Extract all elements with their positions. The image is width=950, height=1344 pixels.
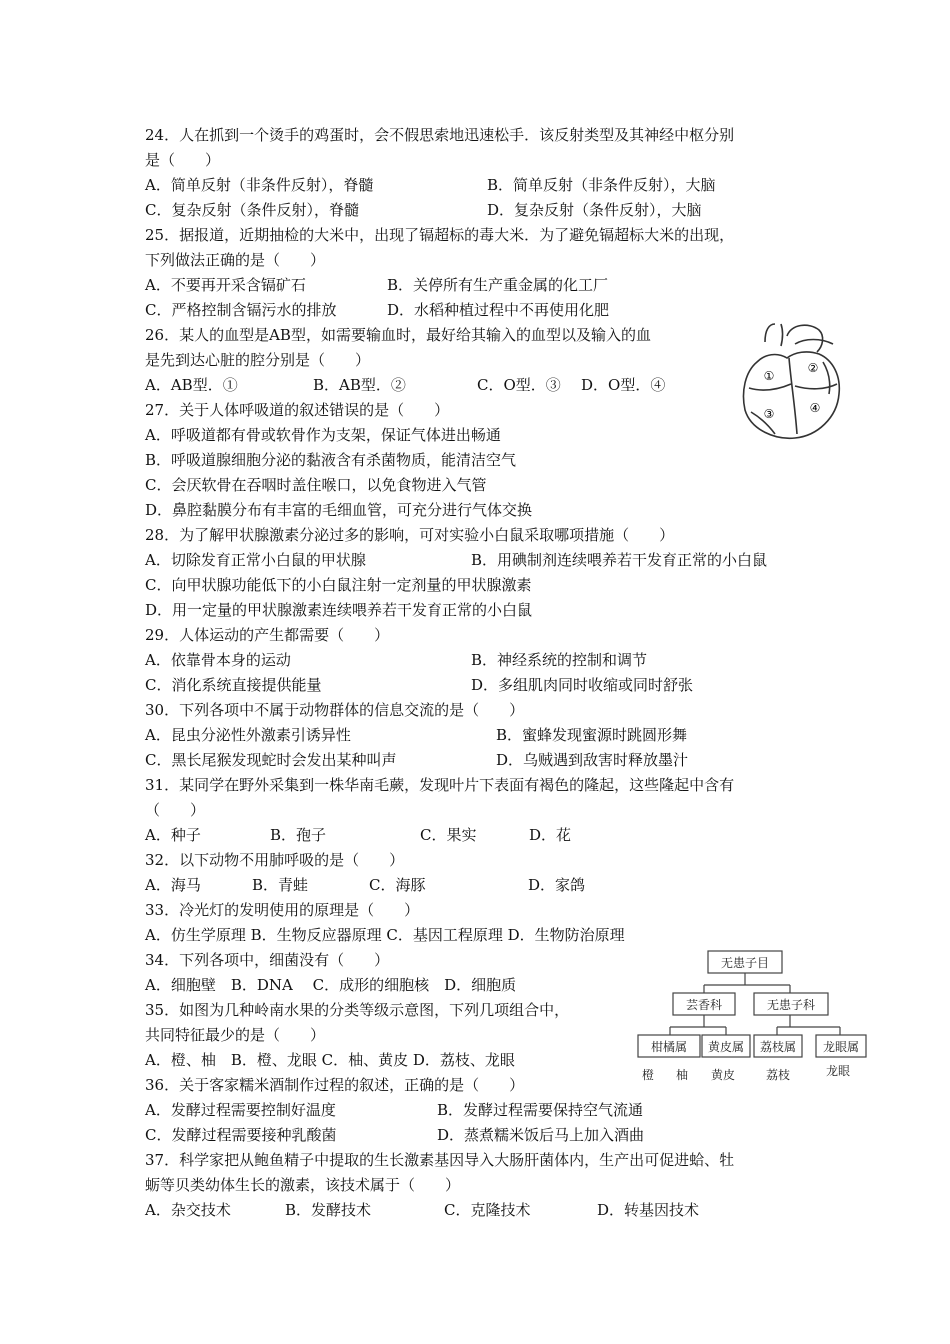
q32-option-d: D．家鸽: [528, 876, 586, 894]
genus-label-longan: 龙眼属: [822, 1040, 860, 1054]
fruit-label-wampee: 黄皮: [710, 1068, 736, 1082]
q35-options: A．橙、柚 B．橙、龙眼 C．柚、黄皮 D．荔枝、龙眼: [145, 1051, 515, 1069]
q33-stem: 33．冷光灯的发明使用的原理是（ ）: [145, 901, 420, 919]
q29-stem: 29．人体运动的产生都需要（ ）: [145, 626, 390, 644]
q31-option-c: C．果实: [420, 826, 477, 844]
q28-option-a: A．切除发育正常小白鼠的甲状腺: [145, 551, 366, 569]
q31-stem-line1: 31．某同学在野外采集到一株华南毛蕨，发现叶片下表面有褐色的隆起，这些隆起中含有: [145, 776, 735, 794]
chamber-label-4: ④: [809, 401, 821, 415]
q27-option-d: D．鼻腔黏膜分布有丰富的毛细血管，可充分进行气体交换: [145, 501, 533, 519]
q36-option-c: C．发酵过程需要接种乳酸菌: [145, 1126, 337, 1144]
heart-diagram: [735, 322, 847, 444]
q35-stem-line1: 35．如图为几种岭南水果的分类等级示意图，下列几项组合中，: [145, 1001, 570, 1019]
q32-option-c: C．海豚: [369, 876, 426, 894]
q28-stem: 28．为了解甲状腺激素分泌过多的影响，可对实验小白鼠采取哪项措施（ ）: [145, 526, 675, 544]
q32-stem: 32．以下动物不用肺呼吸的是（ ）: [145, 851, 405, 869]
pulmonary-artery-outline: [795, 340, 833, 345]
q27-option-b: B．呼吸道腺细胞分泌的黏液含有杀菌物质，能清洁空气: [145, 451, 517, 469]
genus-label-citrus: 柑橘属: [650, 1040, 688, 1054]
chamber-label-3: ③: [763, 407, 775, 421]
fruit-label-orange: 橙: [641, 1068, 655, 1082]
q24-stem-line1: 24．人在抓到一个烫手的鸡蛋时，会不假思索地迅速松手．该反射类型及其神经中枢分别: [145, 126, 735, 144]
q26-option-d: D．O型．④: [581, 376, 666, 394]
q25-option-c: C．严格控制含镉污水的排放: [145, 301, 337, 319]
q30-option-c: C．黑长尾猴发现蛇时会发出某种叫声: [145, 751, 397, 769]
q24-stem-line2: 是（ ）: [145, 151, 221, 169]
q28-option-b: B．用碘制剂连续喂养若干发育正常的小白鼠: [471, 551, 768, 569]
q36-stem: 36．关于客家糯米酒制作过程的叙述，正确的是（ ）: [145, 1076, 525, 1094]
septum-line: [789, 358, 797, 434]
chamber-label-1: ①: [763, 369, 775, 383]
q29-option-d: D．多组肌肉同时收缩或同时舒张: [471, 676, 694, 694]
q30-option-d: D．乌贼遇到敌害时释放墨汁: [496, 751, 689, 769]
genus-label-clausena: 黄皮属: [707, 1040, 745, 1054]
q28-option-d: D．用一定量的甲状腺激素连续喂养若干发育正常的小白鼠: [145, 601, 533, 619]
q26-stem-line1: 26．某人的血型是AB型，如需要输血时，最好给其输入的血型以及输入的血: [145, 326, 651, 344]
q30-stem: 30．下列各项中不属于动物群体的信息交流的是（ ）: [145, 701, 525, 719]
fruit-label-pomelo: 柚: [675, 1068, 689, 1082]
vessel-line: [823, 362, 830, 394]
q34-stem: 34．下列各项中，细菌没有（ ）: [145, 951, 390, 969]
q37-stem-line1: 37．科学家把从鲍鱼精子中提取的生长激素基因导入大肠肝菌体内，生产出可促进蛤、牡: [145, 1151, 735, 1169]
q25-option-b: B．关停所有生产重金属的化工厂: [387, 276, 609, 294]
aortic-arch-outline: [787, 325, 823, 352]
q37-option-b: B．发酵技术: [285, 1201, 372, 1219]
genus-label-litchi: 荔枝属: [759, 1040, 797, 1054]
q36-option-d: D．蒸煮糯米饭后马上加入酒曲: [437, 1126, 645, 1144]
q26-option-b: B．AB型．②: [313, 376, 406, 394]
q37-option-a: A．杂交技术: [145, 1201, 231, 1219]
q33-options: A．仿生学原理 B．生物反应器原理 C．基因工程原理 D．生物防治原理: [145, 926, 625, 944]
q25-option-d: D．水稻种植过程中不再使用化肥: [387, 301, 610, 319]
q30-option-a: A．昆虫分泌性外激素引诱异性: [145, 726, 351, 744]
q35-stem-line2: 共同特征最少的是（ ）: [145, 1026, 326, 1044]
vena-cava-outline: [765, 324, 783, 346]
order-label: 无患子目: [720, 956, 770, 970]
q32-option-a: A．海马: [145, 876, 201, 894]
q25-stem-line1: 25．据报道，近期抽检的大米中，出现了镉超标的毒大米．为了避免镉超标大米的出现，: [145, 226, 735, 244]
fruit-label-longan: 龙眼: [825, 1064, 851, 1078]
q27-option-a: A．呼吸道都有骨或软骨作为支架，保证气体进出畅通: [145, 426, 501, 444]
q31-option-a: A．种子: [145, 826, 201, 844]
family-right-label: 无患子科: [766, 998, 816, 1012]
q25-option-a: A．不要再开采含镉矿石: [145, 276, 306, 294]
q30-option-b: B．蜜蜂发现蜜源时跳圆形舞: [496, 726, 688, 744]
q28-option-c: C．向甲状腺功能低下的小白鼠注射一定剂量的甲状腺激素: [145, 576, 532, 594]
q29-option-a: A．依靠骨本身的运动: [145, 651, 291, 669]
q26-option-a: A．AB型．①: [145, 376, 238, 394]
q31-option-b: B．孢子: [270, 826, 327, 844]
q24-option-b: B．简单反射（非条件反射），大脑: [487, 176, 716, 194]
q31-option-d: D．花: [529, 826, 572, 844]
fruit-label-litchi: 荔枝: [765, 1068, 791, 1082]
q36-option-a: A．发酵过程需要控制好温度: [145, 1101, 336, 1119]
q32-option-b: B．青蛙: [252, 876, 309, 894]
q34-options: A．细胞壁 B．DNA C．成形的细胞核 D．细胞质: [145, 976, 517, 994]
q24-option-d: D．复杂反射（条件反射），大脑: [487, 201, 702, 219]
q25-stem-line2: 下列做法正确的是（ ）: [145, 251, 326, 269]
q27-stem: 27．关于人体呼吸道的叙述错误的是（ ）: [145, 401, 450, 419]
q37-stem-line2: 蛎等贝类幼体生长的激素，该技术属于（ ）: [145, 1176, 461, 1194]
q27-option-c: C．会厌软骨在吞咽时盖住喉口，以免食物进入气管: [145, 476, 487, 494]
q36-option-b: B．发酵过程需要保持空气流通: [437, 1101, 644, 1119]
q29-option-b: B．神经系统的控制和调节: [471, 651, 648, 669]
q31-stem-line2: （ ）: [145, 801, 206, 819]
q26-stem-line2: 是先到达心脏的腔分别是（ ）: [145, 351, 371, 369]
chamber-label-2: ②: [807, 361, 819, 375]
family-left-label: 芸香科: [685, 998, 723, 1012]
q37-option-d: D．转基因技术: [597, 1201, 700, 1219]
q24-option-a: A．简单反射（非条件反射），脊髓: [145, 176, 374, 194]
q24-option-c: C．复杂反射（条件反射），脊髓: [145, 201, 359, 219]
classification-tree-diagram: [630, 945, 875, 1090]
q26-option-c: C．O型．③: [477, 376, 561, 394]
q37-option-c: C．克隆技术: [444, 1201, 531, 1219]
q29-option-c: C．消化系统直接提供能量: [145, 676, 322, 694]
